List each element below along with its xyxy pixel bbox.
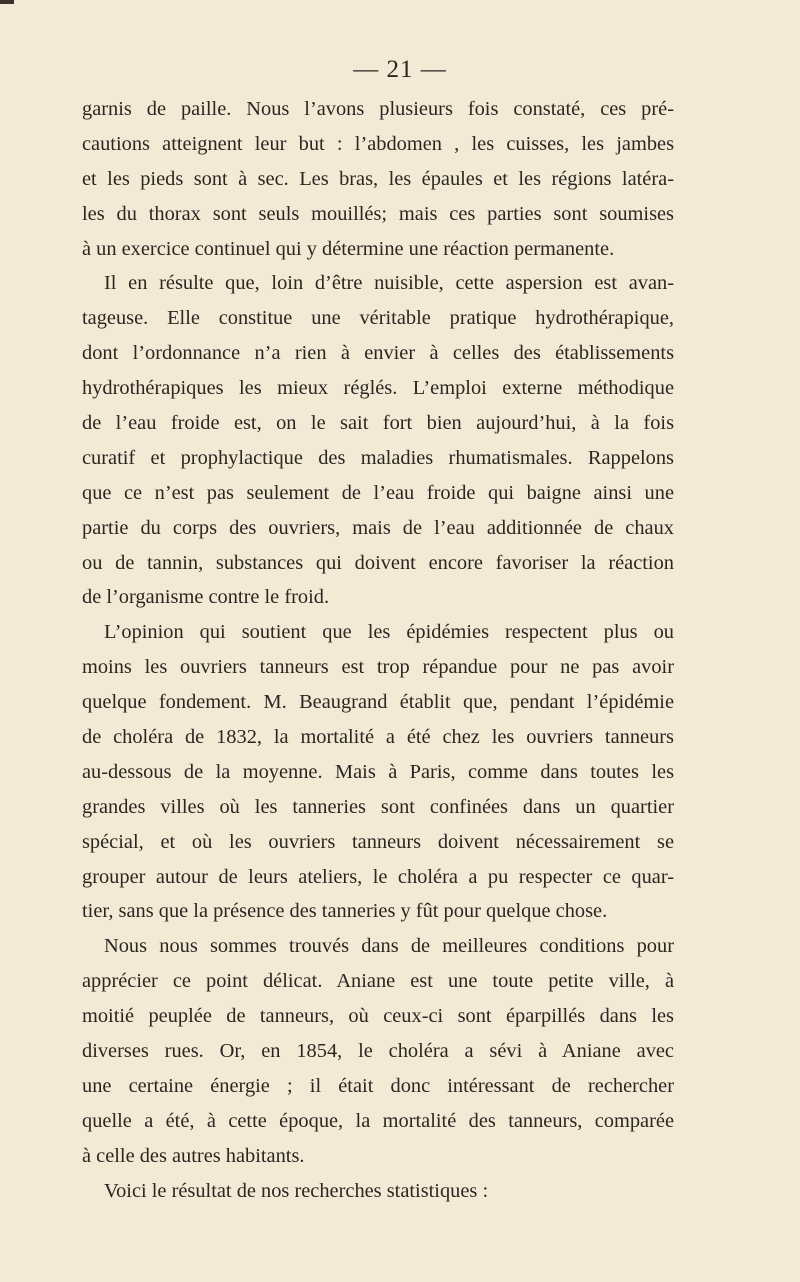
- text-line: quelle a été, à cette époque, la mortalité des tanneurs, comparée: [82, 1109, 674, 1132]
- text-line: hydrothérapiques les mieux réglés. L’emploi externe méthodique: [82, 377, 674, 400]
- text-line: moitié peuplée de tanneurs, où ceux-ci sont éparpillés dans les: [82, 1005, 674, 1028]
- text-line: diverses rues. Or, en 1854, le choléra a sévi à Aniane avec: [82, 1040, 674, 1063]
- text-line: tier, sans que la présence des tanneries y fût pour quelque chose.: [82, 900, 608, 923]
- text-line: une certaine énergie ; il était donc intéressant de rechercher: [82, 1074, 674, 1097]
- text-line: moins les ouvriers tanneurs est trop répandue pour ne pas avoir: [82, 656, 674, 679]
- text-line: quelque fondement. M. Beaugrand établit que, pendant l’épidémie: [82, 691, 674, 714]
- text-line: de l’organisme contre le froid.: [82, 586, 330, 609]
- text-line: de l’eau froide est, on le sait fort bien aujourd’hui, à la fois: [82, 412, 674, 435]
- text-line: L’opinion qui soutient que les épidémies respectent plus ou: [104, 621, 674, 644]
- text-line: au-dessous de la moyenne. Mais à Paris, comme dans toutes les: [82, 760, 674, 783]
- text-line: apprécier ce point délicat. Aniane est une toute petite ville, à: [82, 970, 674, 993]
- text-line: Voici le résultat de nos recherches statistiques :: [104, 1179, 489, 1202]
- text-line: spécial, et où les ouvriers tanneurs doivent nécessairement se: [82, 830, 674, 853]
- text-line: grandes villes où les tanneries sont confinées dans un quartier: [82, 795, 674, 818]
- corner-mark: [0, 0, 14, 4]
- text-line: à celle des autres habitants.: [82, 1144, 305, 1167]
- text-line: curatif et prophylactique des maladies rhumatismales. Rappelons: [82, 446, 674, 469]
- text-line: de choléra de 1832, la mortalité a été chez les ouvriers tanneurs: [82, 726, 674, 749]
- text-line: que ce n’est pas seulement de l’eau froide qui baigne ainsi une: [82, 481, 674, 504]
- text-line: tageuse. Elle constitue une véritable pratique hydrothérapique,: [82, 307, 674, 330]
- text-line: grouper autour de leurs ateliers, le choléra a pu respecter ce quar-: [82, 865, 674, 888]
- text-line: garnis de paille. Nous l’avons plusieurs fois constaté, ces pré-: [82, 98, 674, 120]
- text-line: dont l’ordonnance n’a rien à envier à celles des établissements: [82, 342, 674, 365]
- text-line: et les pieds sont à sec. Les bras, les épaules et les régions latéra-: [82, 167, 674, 190]
- body-text: [82, 92, 674, 1209]
- page-number: — 21 —: [353, 56, 447, 83]
- text-line: les du thorax sont seuls mouillés; mais ces parties sont soumises: [82, 202, 674, 225]
- text-line: ou de tannin, substances qui doivent encore favoriser la réaction: [82, 551, 674, 574]
- text-line: Nous nous sommes trouvés dans de meilleures conditions pour: [104, 935, 674, 958]
- text-line: Il en résulte que, loin d’être nuisible, cette aspersion est avan-: [104, 272, 674, 295]
- text-line: partie du corps des ouvriers, mais de l’eau additionnée de chaux: [82, 516, 674, 539]
- text-line: à un exercice continuel qui y détermine une réaction permanente.: [82, 237, 615, 260]
- text-line: cautions atteignent leur but : l’abdomen , les cuisses, les jambes: [82, 132, 674, 155]
